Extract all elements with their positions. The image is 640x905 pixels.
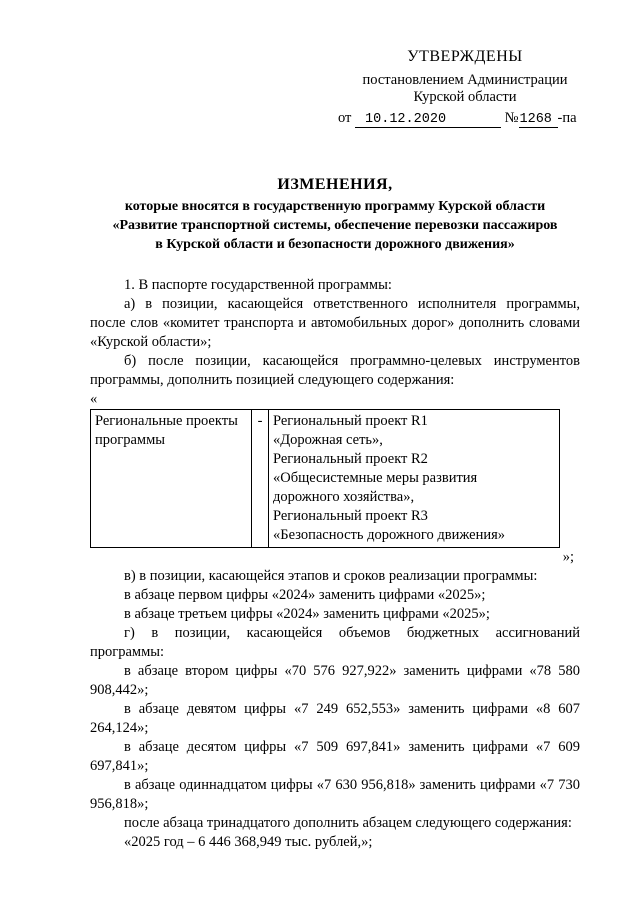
project-line: Региональный проект R1 bbox=[273, 413, 428, 429]
paragraph-2: а) в позиции, касающейся ответственного исполнителя программы, после слов «комитет транспорта и автомобильных дорог» дополнить словами «Курской области»; bbox=[90, 296, 580, 350]
approval-date-line bbox=[338, 110, 588, 128]
number-suffix: -па bbox=[557, 110, 577, 126]
project-line: «Дорожная сеть», bbox=[273, 432, 383, 448]
paragraph-8: в абзаце втором цифры «70 576 927,922» заменить цифрами «78 580 908,442»; bbox=[90, 663, 580, 698]
approval-date: 10.12.2020 bbox=[355, 112, 501, 128]
date-prefix: от bbox=[338, 110, 352, 126]
table-projects-cell bbox=[269, 410, 560, 548]
project-line: Региональный проект R3 bbox=[273, 508, 428, 524]
regional-projects-table bbox=[90, 409, 560, 548]
paragraph-7: г) в позиции, касающейся объемов бюджетных ассигнований программы: bbox=[90, 625, 580, 660]
document-body bbox=[90, 276, 580, 852]
paragraph-5: в абзаце первом цифры «2024» заменить цифрами «2025»; bbox=[124, 587, 486, 603]
project-line: «Общесистемные меры развития bbox=[273, 470, 478, 486]
project-line: дорожного хозяйства», bbox=[273, 489, 415, 505]
heading-sub-2: «Развитие транспортной системы, обеспечение перевозки пассажиров bbox=[112, 218, 558, 233]
project-line: «Безопасность дорожного движения» bbox=[273, 527, 506, 543]
approval-line-1: постановлением Администрации bbox=[362, 72, 568, 88]
paragraph-11: в абзаце одиннадцатом цифры «7 630 956,818» заменить цифрами «7 730 956,818»; bbox=[90, 777, 580, 812]
approval-title: УТВЕРЖДЕНЫ bbox=[407, 48, 523, 65]
table-label-cell: Региональные проекты программы bbox=[91, 410, 252, 548]
paragraph-12: после абзаца тринадцатого дополнить абзацем следующего содержания: bbox=[124, 815, 572, 831]
approval-line-2: Курской области bbox=[413, 89, 517, 105]
paragraph-3: б) после позиции, касающейся программно-целевых инструментов программы, дополнить позицией следующего содержания: bbox=[90, 353, 580, 388]
heading-main: ИЗМЕНЕНИЯ, bbox=[277, 176, 393, 193]
table-row bbox=[91, 410, 560, 548]
open-quote: « bbox=[90, 391, 98, 407]
paragraph-13: «2025 год – 6 446 368,949 тыс. рублей,»; bbox=[124, 834, 373, 850]
table-dash-cell: - bbox=[252, 410, 269, 548]
heading-sub-3: в Курской области и безопасности дорожного движения» bbox=[155, 237, 515, 252]
number-prefix: № bbox=[504, 110, 519, 126]
paragraph-10: в абзаце десятом цифры «7 509 697,841» заменить цифрами «7 609 697,841»; bbox=[90, 739, 580, 774]
approval-number: 1268 bbox=[519, 112, 558, 128]
paragraph-4: в) в позиции, касающейся этапов и сроков реализации программы: bbox=[124, 568, 538, 584]
heading-sub-1: которые вносятся в государственную программу Курской области bbox=[124, 199, 546, 214]
paragraph-9: в абзаце девятом цифры «7 249 652,553» заменить цифрами «8 607 264,124»; bbox=[90, 701, 580, 736]
project-line: Региональный проект R2 bbox=[273, 451, 428, 467]
paragraph-6: в абзаце третьем цифры «2024» заменить цифрами «2025»; bbox=[124, 606, 490, 622]
paragraph-1: 1. В паспорте государственной программы: bbox=[124, 277, 392, 293]
approval-block bbox=[340, 48, 590, 128]
close-quote: »; bbox=[562, 549, 574, 565]
document-heading bbox=[80, 176, 590, 254]
